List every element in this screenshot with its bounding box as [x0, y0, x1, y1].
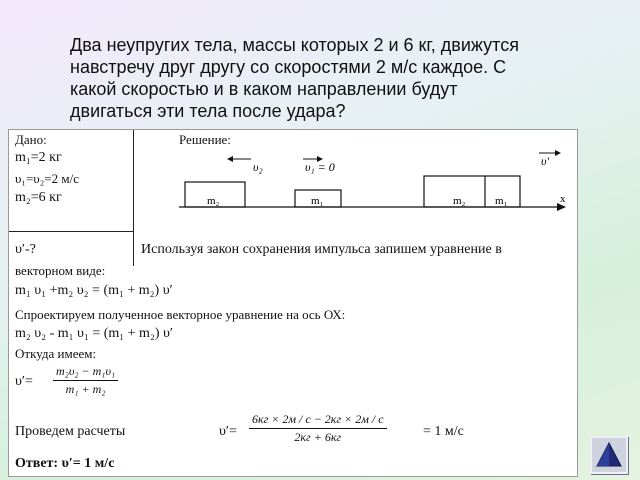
- calc-result: = 1 м/с: [423, 424, 464, 439]
- formula-denominator: m₁ + m₂: [65, 382, 106, 396]
- next-slide-button[interactable]: [590, 436, 628, 474]
- projected-equation: m₂ υ₂ - m₁ υ₁ = (m₁ + m₂) υ′: [15, 326, 173, 341]
- given-m1: m₁=2 кг: [15, 150, 62, 165]
- vector-equation: m₁ υ₁ +m₂ υ₂ = (m₁ + m₂) υ′: [15, 283, 173, 298]
- calc-denominator: 2кг + 6кг: [294, 430, 342, 444]
- vprime-label: υ′: [541, 154, 550, 168]
- find-label: υ′-?: [15, 242, 36, 257]
- m2-after-label: m₂: [453, 195, 466, 207]
- m2-block-label: m₂: [207, 195, 220, 207]
- solution-text-1: Используя закон сохранения импульса запишем уравнение в: [141, 242, 502, 257]
- m1-block-label: m₁: [311, 195, 324, 207]
- v1-label: υ₁ = 0: [305, 160, 335, 174]
- given-heading: Дано:: [15, 132, 47, 147]
- given-divider-vertical: [133, 130, 134, 266]
- problem-line: Два неупругих тела, массы которых 2 и 6 кг, движутся: [70, 35, 519, 55]
- given-divider-horizontal: [9, 231, 133, 232]
- solution-text-3: Спроектируем полученное векторное уравнение на ось ОХ:: [15, 307, 346, 322]
- given-velocities: υ₁=υ₂=2 м/с: [15, 171, 79, 186]
- solution-text-4: Откуда имеем:: [15, 346, 97, 361]
- problem-statement: [70, 34, 610, 122]
- triangle-icon: [594, 440, 624, 470]
- problem-line: двигаться эти тела после удара?: [70, 101, 346, 121]
- x-axis-label: x: [560, 193, 566, 205]
- solution-text-2: векторном виде:: [15, 263, 106, 278]
- v2-label: υ₂: [253, 160, 263, 174]
- numeric-calculation: [249, 412, 387, 445]
- collision-diagram: [169, 148, 569, 214]
- solution-heading: Решение:: [179, 132, 231, 147]
- calc-lhs: υ′=: [219, 424, 237, 439]
- problem-line: навстречу друг другу со скоростями 2 м/с каждое. С: [70, 57, 507, 77]
- solution-text-5: Проведем расчеты: [15, 424, 126, 439]
- m1-after-label: m₁: [495, 195, 508, 207]
- calc-numerator: 6кг × 2м / с − 2кг × 2м / с: [249, 412, 387, 429]
- formula-numerator: m₂υ₂ − m₁υ₁: [53, 364, 118, 381]
- solution-sheet: [8, 129, 578, 477]
- given-m2: m₂=6 кг: [15, 190, 62, 205]
- answer-line: Ответ: υ′= 1 м/с: [15, 456, 115, 471]
- general-formula: [53, 364, 118, 397]
- formula-lhs: υ′=: [15, 374, 33, 389]
- problem-line: какой скоростью и в каком направлении будут: [70, 79, 458, 99]
